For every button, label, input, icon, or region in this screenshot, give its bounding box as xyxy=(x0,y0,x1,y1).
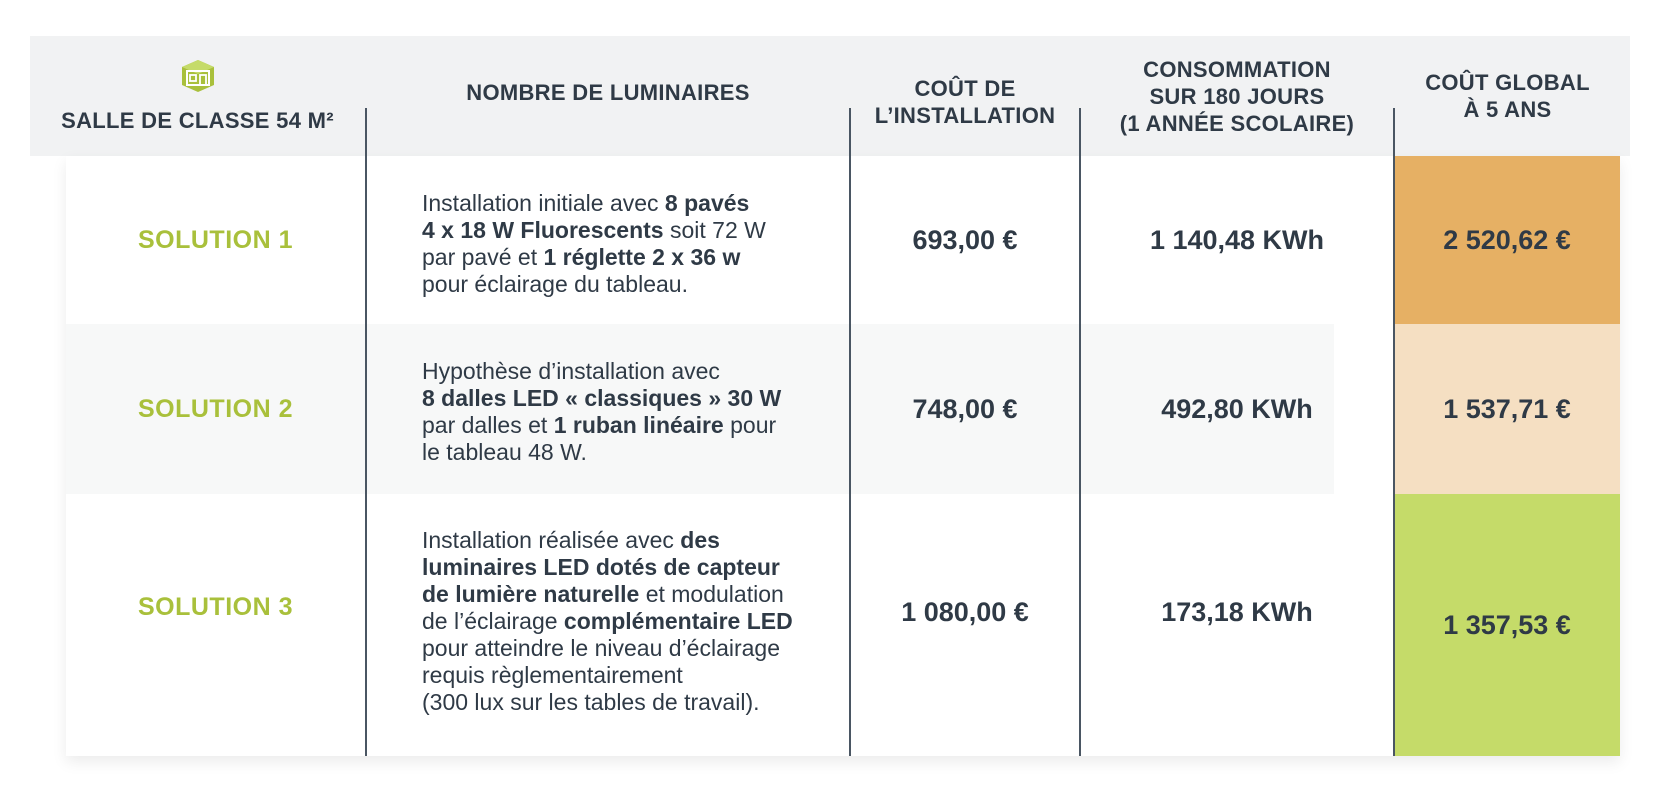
header-room xyxy=(30,36,365,156)
description-bold-text: 8 dalles LED « classiques » 30 W xyxy=(422,385,782,411)
install-cost-value: 1 080,00 € xyxy=(901,596,1029,627)
global-cost-value: 1 357,53 € xyxy=(1443,609,1571,640)
solution-label: SOLUTION 1 xyxy=(137,225,293,254)
install-cost-value: 748,00 € xyxy=(912,393,1018,424)
header-line: CONSOMMATION xyxy=(1143,56,1331,82)
global-cost-value: 2 520,62 € xyxy=(1443,224,1571,255)
description-bold-text: de lumière naturelle xyxy=(422,581,640,607)
description-text: requis règlementairement xyxy=(422,662,683,688)
header-luminaires-label: NOMBRE DE LUMINAIRES xyxy=(466,79,750,105)
description-text: Installation initiale avec xyxy=(422,190,665,216)
consumption-value: 492,80 KWh xyxy=(1161,393,1313,424)
header-consumption xyxy=(1081,36,1393,156)
global-cost-cell-1 xyxy=(1394,156,1620,324)
column-divider xyxy=(1393,108,1395,756)
global-cost-cell-3 xyxy=(1394,494,1620,756)
solution-description xyxy=(422,358,842,466)
header-install-cost xyxy=(851,36,1079,156)
global-cost-value: 1 537,71 € xyxy=(1443,393,1571,424)
description-text: par pavé et xyxy=(422,244,544,270)
description-text: pour éclairage du tableau. xyxy=(422,271,688,297)
description-bold-text: des xyxy=(680,527,720,553)
description-text: de l’éclairage xyxy=(422,608,564,634)
solution-description xyxy=(422,527,852,716)
consumption-value: 1 140,48 KWh xyxy=(1149,224,1325,255)
header-line: L’INSTALLATION xyxy=(874,103,1056,128)
description-text: le tableau 48 W. xyxy=(422,439,587,465)
description-text: par dalles et xyxy=(422,412,554,438)
header-luminaires xyxy=(367,36,849,156)
description-bold-text: complémentaire LED xyxy=(563,608,793,634)
description-text: Installation réalisée avec xyxy=(422,527,681,553)
header-global-cost xyxy=(1395,36,1620,156)
header-line: COÛT GLOBAL xyxy=(1425,70,1590,95)
header-line: COÛT DE xyxy=(914,76,1016,101)
header-line: À 5 ANS xyxy=(1463,97,1552,122)
description-text: pour atteindre le niveau d’éclairage xyxy=(422,635,781,661)
description-text: et modulation xyxy=(639,581,784,607)
description-text: Hypothèse d’installation avec xyxy=(422,358,720,384)
description-text: (300 lux sur les tables de travail). xyxy=(422,689,760,715)
description-bold-text: 4 x 18 W Fluorescents xyxy=(422,217,664,243)
description-text: soit 72 W xyxy=(663,217,766,243)
description-bold-text: 8 pavés xyxy=(664,190,750,216)
header-room-label: SALLE DE CLASSE 54 M² xyxy=(61,107,334,133)
description-text: pour xyxy=(723,412,777,438)
header-line: (1 ANNÉE SCOLAIRE) xyxy=(1119,110,1355,136)
header-line: SUR 180 JOURS xyxy=(1149,83,1325,109)
description-bold-text: luminaires LED dotés de capteur xyxy=(422,554,780,580)
classroom-icon xyxy=(180,59,216,93)
global-cost-cell-2 xyxy=(1394,324,1620,494)
description-bold-text: 1 ruban linéaire xyxy=(553,412,724,438)
solution-label: SOLUTION 3 xyxy=(137,592,293,621)
solution-label: SOLUTION 2 xyxy=(137,394,293,423)
description-bold-text: 1 réglette 2 x 36 w xyxy=(543,244,741,270)
consumption-value: 173,18 KWh xyxy=(1161,596,1313,627)
column-divider xyxy=(365,108,367,756)
comparison-table xyxy=(30,36,1630,756)
solution-description xyxy=(422,190,842,298)
install-cost-value: 693,00 € xyxy=(912,224,1018,255)
